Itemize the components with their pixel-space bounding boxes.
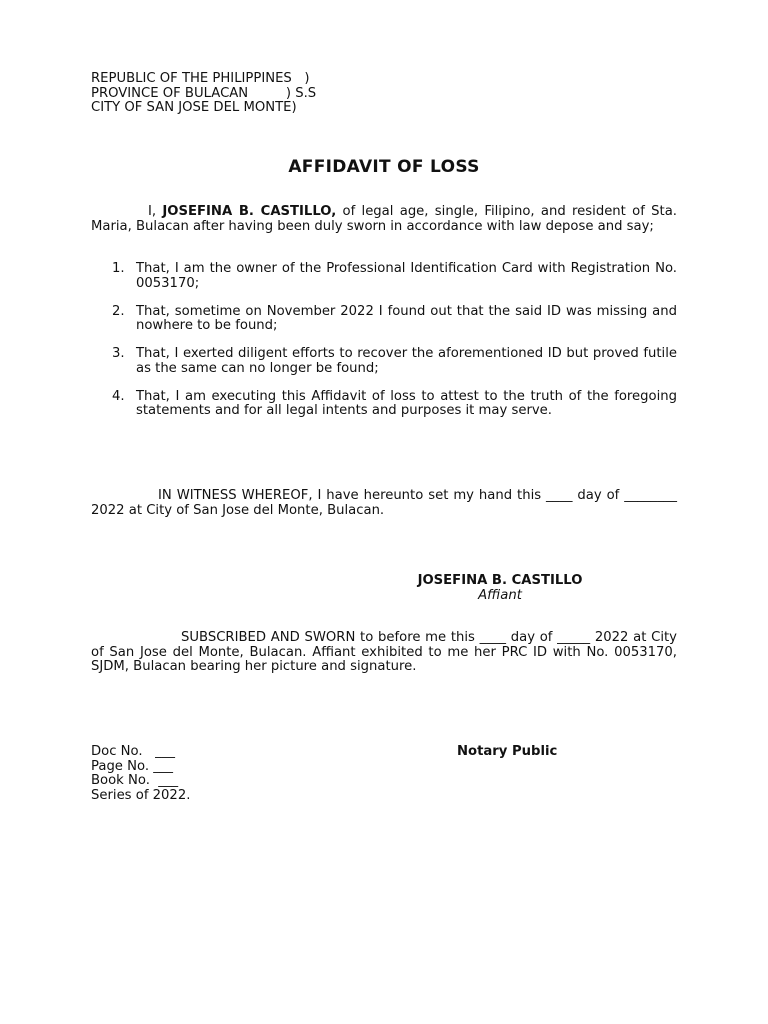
affiant-name: JOSEFINA B. CASTILLO [417,573,583,588]
witness-paragraph [91,489,677,518]
book-no: Book No. ___ [91,773,179,788]
venue-line-republic: REPUBLIC OF THE PHILIPPINES ) [91,71,310,86]
statement-item [91,305,677,334]
affiant-role: Affiant [478,588,522,603]
affiant-signature-block [400,573,600,603]
series: Series of 2022. [91,787,191,803]
doc-no: Doc No. ___ [91,744,175,759]
venue-header [91,72,316,116]
notary-public-label: Notary Public [457,744,558,759]
statement-text: That, I am executing this Affidavit of loss to attest to the truth of the foregoing statements and for all legal intents and purposes it may serve. [136,388,677,418]
statement-text: That, I am the owner of the Professional Identification Card with Registration No. 0053170; [136,261,677,291]
statements-list [91,262,677,432]
statement-number: 1. [112,261,125,276]
intro-text: of legal age, single, Filipino, and resident of Sta. Maria, Bulacan after having been duly sworn in accordance with law depose and say; [91,204,677,234]
affiant-name-inline: JOSEFINA B. CASTILLO, [162,204,337,219]
statement-number: 2. [112,303,125,319]
statement-number: 3. [112,346,125,361]
statement-text: That, I exerted diligent efforts to recover the aforementioned ID but proved futile as the same can no longer be found; [136,346,677,376]
document-title: AFFIDAVIT OF LOSS [288,157,480,177]
statement-item [91,390,677,419]
venue-line-province: PROVINCE OF BULACAN ) S.S [91,85,317,101]
intro-paragraph [91,205,677,234]
statement-item [91,347,677,376]
notarial-register-block [91,745,190,803]
venue-line-city: CITY OF SAN JOSE DEL MONTE) [91,100,297,115]
statement-item [91,262,677,291]
statement-number: 4. [112,388,125,404]
jurat-text: SUBSCRIBED AND SWORN to before me this ____ day of _____ 2022 at City of San Jose del Monte, Bulacan. Affiant exhibited to me her PRC ID with No. 0053170, SJDM, Bulacan bearing her picture and signature. [91,630,677,674]
witness-text: IN WITNESS WHEREOF, I have hereunto set my hand this ____ day of ________ 2022 at City of San Jose del Monte, Bulacan. [91,488,677,518]
page-no: Page No. ___ [91,758,173,774]
jurat-paragraph [91,631,677,675]
intro-prefix: I, [148,204,163,219]
statement-text: That, sometime on November 2022 I found out that the said ID was missing and nowhere to be found; [136,303,677,333]
